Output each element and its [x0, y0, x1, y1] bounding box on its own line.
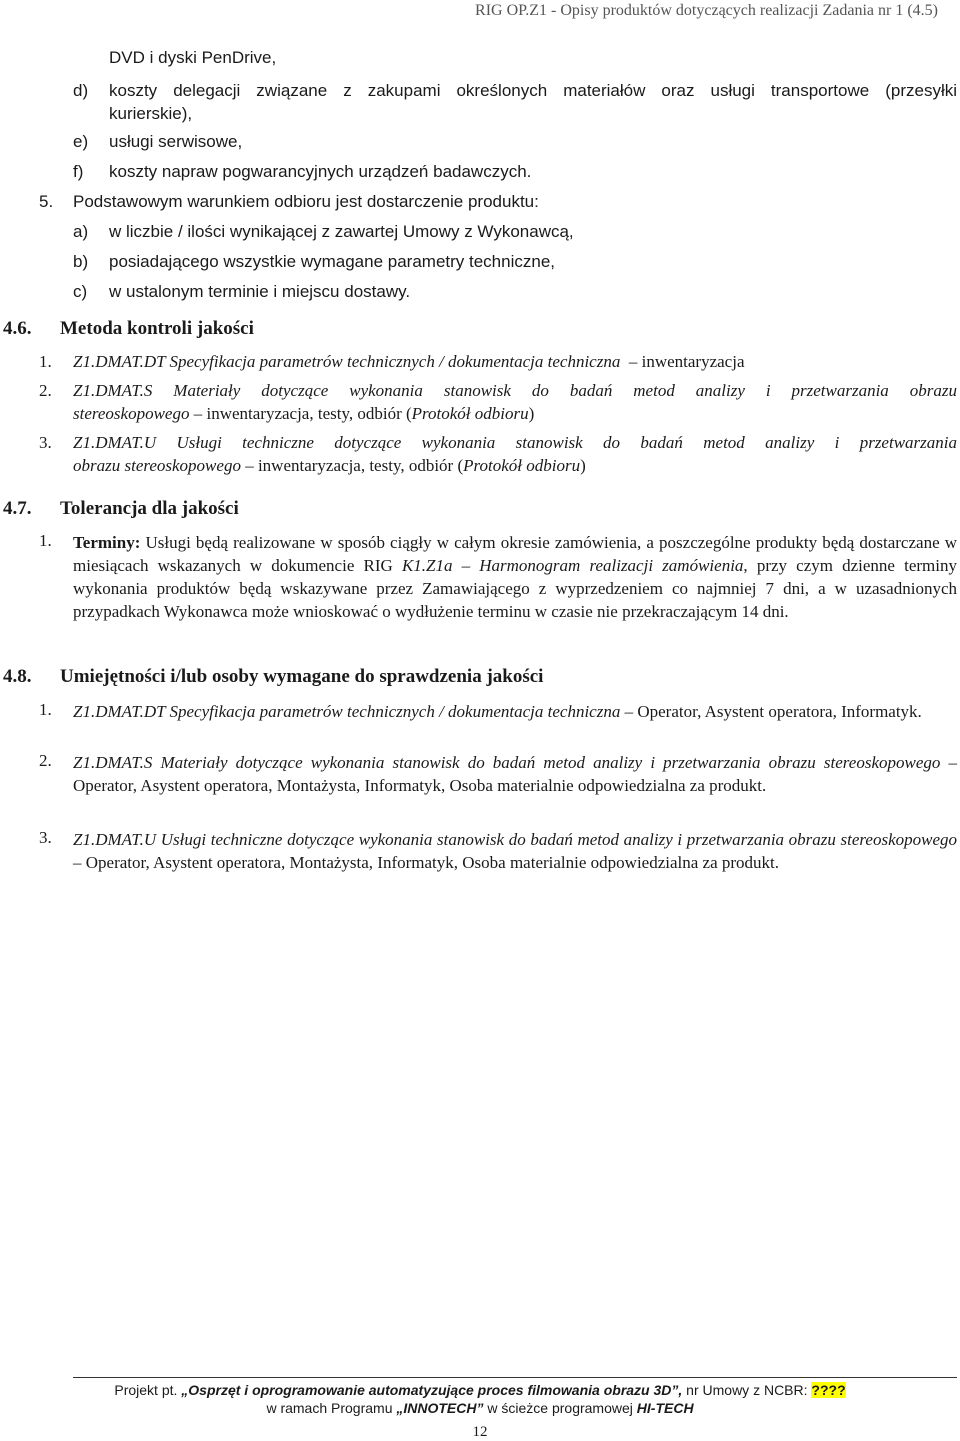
label-terminy: Terminy: — [73, 533, 141, 552]
list-marker: 3. — [39, 828, 52, 847]
section-title: Umiejętności i/lub osoby wymagane do sprawdzenia jakości — [60, 666, 544, 687]
list-marker: 1. — [39, 700, 52, 719]
list-marker: 3. — [39, 433, 52, 452]
list-text: ) — [580, 456, 586, 475]
list-marker: 1. — [39, 352, 52, 371]
list-text: – Operator, Asystent operatora, Montażysta, Informatyk, Osoba materialnie odpowiedzialna za produkt. — [73, 753, 957, 795]
list-item — [73, 700, 957, 723]
list-text: posiadającego wszystkie wymagane parametry techniczne, — [109, 252, 556, 271]
list-text: – Operator, Asystent operatora, Informatyk. — [624, 702, 922, 721]
deliverable-name: obrazu stereoskopowego — [73, 456, 241, 475]
project-title: „Osprzęt i oprogramowanie automatyzujące proces filmowania obrazu 3D”, — [181, 1382, 683, 1398]
section-number: 4.7. — [3, 498, 32, 519]
list-text: usługi serwisowe, — [109, 132, 243, 151]
footer-text: w ścieżce programowej — [487, 1400, 633, 1416]
list-text: , przy czym dzienne terminy wykonania produktów będą wskazywane przez Zamawiającego z wyprzedzeniem co najmniej 7 dni, a w uzasadnionych przypadkach Wykonawca może wnioskować o wydłużenie terminu w czasie nie przekraczającym 14 dni. — [73, 556, 957, 621]
document-name: Protokół odbioru — [411, 404, 529, 423]
contract-number: ???? — [811, 1382, 846, 1398]
list-marker: 2. — [39, 751, 52, 770]
list-text: – inwentaryzacja — [628, 352, 745, 371]
deliverable-name: Z1.DMAT.DT Specyfikacja parametrów technicznych / dokumentacja techniczna — [73, 702, 621, 721]
list-text: w ustalonym terminie i miejscu dostawy. — [109, 282, 411, 301]
deliverable-name: stereoskopowego — [73, 404, 190, 423]
list-marker: 2. — [39, 381, 52, 400]
footer-line-1 — [0, 1382, 960, 1398]
list-marker: a) — [73, 222, 89, 241]
document-name: Protokół odbioru — [463, 456, 581, 475]
list-item — [73, 381, 957, 401]
list-text: w liczbie / ilości wynikającej z zawartej Umowy z Wykonawcą, — [109, 222, 574, 241]
list-text: Usługi będą realizowane w sposób ciągły w całym okresie zamówienia, a poszczególne produkty będą dostarczane w miesiącach wskazanych w dokumencie RIG — [73, 533, 957, 575]
list-text: koszty delegacji związane z zakupami określonych materiałów oraz usługi transportowe (przesyłki — [109, 81, 957, 100]
list-item — [73, 352, 745, 372]
list-text: DVD i dyski PenDrive, — [109, 48, 277, 67]
program-path: HI-TECH — [636, 1400, 694, 1416]
list-marker: 1. — [39, 531, 52, 550]
page-header: RIG OP.Z1 - Opisy produktów dotyczących realizacji Zadania nr 1 (4.5) — [475, 2, 938, 19]
footer-text: w ramach Programu — [266, 1400, 393, 1416]
footer-line-2 — [0, 1400, 960, 1416]
section-title: Tolerancja dla jakości — [60, 498, 239, 519]
list-text: – inwentaryzacja, testy, odbiór ( — [193, 404, 412, 423]
footer-text: Projekt pt. — [114, 1382, 178, 1398]
list-item — [73, 531, 957, 623]
program-name: „INNOTECH” — [396, 1400, 484, 1416]
list-marker: b) — [73, 252, 89, 271]
section-number: 4.8. — [3, 666, 32, 687]
page-number: 12 — [472, 1424, 488, 1440]
list-text: ) — [528, 404, 535, 423]
footer-text: nr Umowy z NCBR: — [686, 1382, 808, 1398]
section-number: 4.6. — [3, 318, 32, 339]
list-item — [73, 404, 534, 424]
deliverable-name: Z1.DMAT.U Usługi techniczne dotyczące wykonania stanowisk do badań metod analizy i przetwarzania obrazu stereoskopowego — [73, 830, 957, 849]
list-marker: f) — [73, 162, 84, 181]
list-text: – Operator, Asystent operatora, Montażysta, Informatyk, Osoba materialnie odpowiedzialna za produkt. — [73, 853, 780, 872]
list-item — [109, 48, 276, 68]
list-text: Podstawowym warunkiem odbioru jest dostarczenie produktu: — [73, 192, 539, 211]
list-marker: d) — [73, 81, 89, 100]
list-marker: c) — [73, 282, 88, 301]
list-text: – inwentaryzacja, testy, odbiór ( — [245, 456, 464, 475]
list-item — [73, 456, 586, 476]
list-item — [73, 828, 957, 874]
footer-rule — [73, 1377, 957, 1378]
list-marker: 5. — [39, 192, 54, 211]
deliverable-name: Z1.DMAT.DT Specyfikacja parametrów technicznych / dokumentacja techniczna — [73, 352, 621, 371]
deliverable-name: Z1.DMAT.S Materiały dotyczące wykonania stanowisk do badań metod analizy i przetwarzania obrazu stereoskopowego — [73, 753, 941, 772]
list-item — [73, 751, 957, 797]
list-marker: e) — [73, 132, 89, 151]
list-text: kurierskie), — [109, 104, 193, 123]
section-title: Metoda kontroli jakości — [60, 318, 254, 339]
list-text: koszty napraw pogwarancyjnych urządzeń badawczych. — [109, 162, 532, 181]
deliverable-name: Z1.DMAT.U Usługi techniczne dotyczące wykonania stanowisk do badań metod analizy i przetwarzania — [73, 433, 957, 452]
list-item — [73, 433, 957, 453]
document-name: K1.Z1a – Harmonogram realizacji zamówienia — [401, 556, 744, 575]
deliverable-name: Z1.DMAT.S Materiały dotyczące wykonania stanowisk do badań metod analizy i przetwarzania obrazu — [73, 381, 957, 400]
